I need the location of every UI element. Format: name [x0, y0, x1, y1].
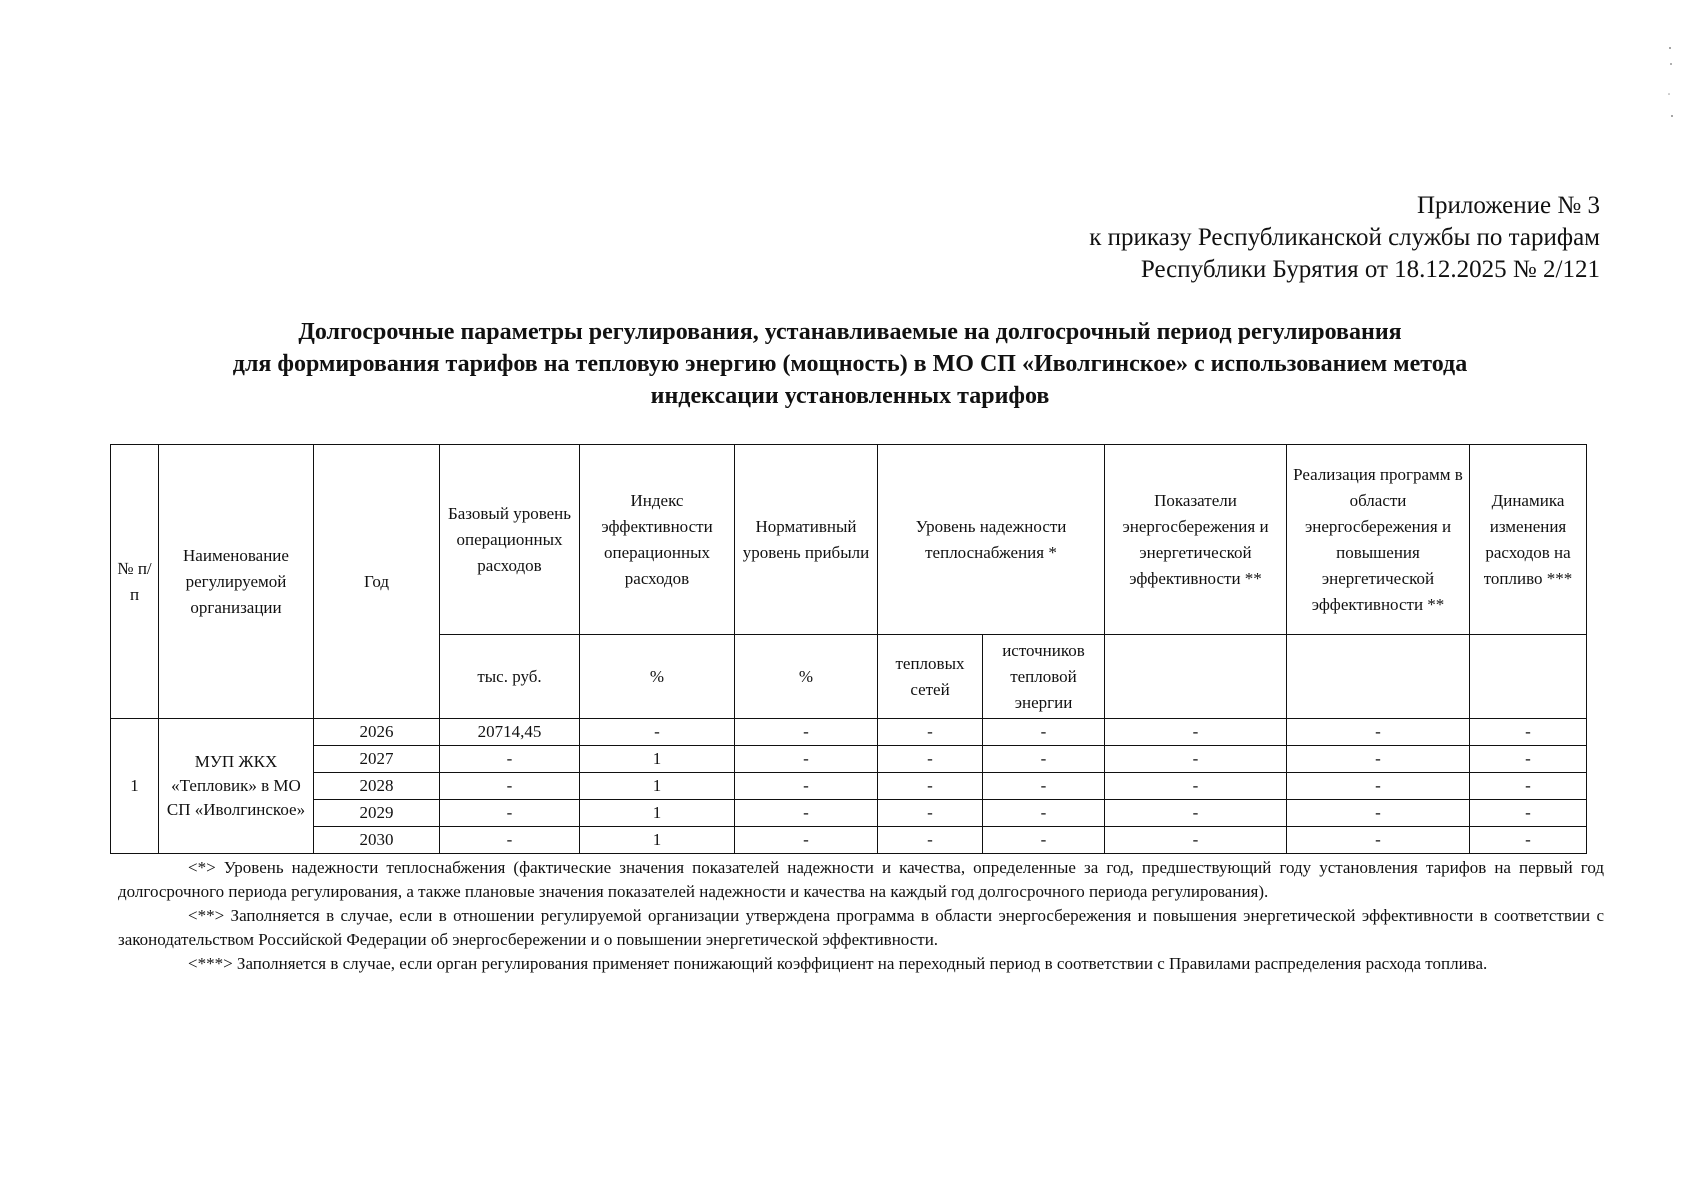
title-line-2: для формирования тарифов на тепловую энергию (мощность) в МО СП «Иволгинское» с использованием метода [232, 351, 1468, 377]
cell-base-costs: 20714,45 [440, 719, 580, 746]
cell-base-costs: - [440, 827, 580, 854]
cell-programs: - [1287, 746, 1470, 773]
footnote-fuel: <***> Заполняется в случае, если орган регулирования применяет понижающий коэффициент на переходный период в соответствии с Правилами распределения расхода топлива. [188, 954, 1488, 973]
header-base-costs: Базовый уровень операционных расходов [440, 445, 580, 635]
table-row [111, 746, 1587, 773]
header-efficiency-index: Индекс эффективности операционных расходов [580, 445, 735, 635]
header-org: Наименование регулируемой организации [159, 445, 314, 719]
appendix-order-date: Республики Бурятия от 18.12.2025 № 2/121 [1140, 256, 1600, 283]
header-num: № п/п [111, 445, 159, 719]
appendix-order-ref: к приказу Республиканской службы по тарифам [1089, 224, 1600, 251]
header-programs: Реализация программ в области энергосбережения и повышения энергетической эффективности ** [1287, 445, 1470, 635]
header-profit-level: Нормативный уровень прибыли [735, 445, 878, 635]
cell-heat-sources: - [983, 800, 1105, 827]
cell-profit-level: - [735, 827, 878, 854]
cell-heat-sources: - [983, 827, 1105, 854]
cell-heat-networks: - [878, 746, 983, 773]
cell-year: 2026 [314, 719, 440, 746]
subheader-heat-sources: источников тепловой энергии [983, 635, 1105, 719]
cell-profit-level: - [735, 719, 878, 746]
cell-profit-level: - [735, 773, 878, 800]
document-title [100, 316, 1600, 412]
cell-energy-indicators: - [1105, 827, 1287, 854]
row-number: 1 [111, 719, 159, 854]
cell-fuel-dynamics: - [1470, 746, 1587, 773]
header-reliability: Уровень надежности теплоснабжения * [878, 445, 1105, 635]
cell-programs: - [1287, 827, 1470, 854]
cell-year: 2028 [314, 773, 440, 800]
cell-efficiency-index: 1 [580, 827, 735, 854]
unit-efficiency-index: % [580, 635, 735, 719]
parameters-table [110, 444, 1587, 854]
cell-base-costs: - [440, 746, 580, 773]
cell-fuel-dynamics: - [1470, 827, 1587, 854]
cell-energy-indicators: - [1105, 746, 1287, 773]
table-row [111, 719, 1587, 746]
cell-efficiency-index: 1 [580, 800, 735, 827]
unit-profit-level: % [735, 635, 878, 719]
cell-programs: - [1287, 773, 1470, 800]
table-header-row [111, 445, 1587, 635]
cell-year: 2027 [314, 746, 440, 773]
cell-heat-sources: - [983, 719, 1105, 746]
subheader-heat-networks: тепловых сетей [878, 635, 983, 719]
cell-fuel-dynamics: - [1470, 719, 1587, 746]
cell-heat-networks: - [878, 800, 983, 827]
appendix-header [1089, 190, 1600, 286]
cell-profit-level: - [735, 800, 878, 827]
table-row [111, 800, 1587, 827]
cell-base-costs: - [440, 800, 580, 827]
cell-programs: - [1287, 719, 1470, 746]
footnotes [118, 856, 1604, 976]
cell-efficiency-index: - [580, 719, 735, 746]
cell-programs: - [1287, 800, 1470, 827]
table-row [111, 773, 1587, 800]
unit-fuel-dynamics [1470, 635, 1587, 719]
cell-fuel-dynamics: - [1470, 800, 1587, 827]
table-row [111, 827, 1587, 854]
cell-profit-level: - [735, 746, 878, 773]
cell-heat-sources: - [983, 773, 1105, 800]
appendix-number: Приложение № 3 [1416, 192, 1600, 219]
cell-efficiency-index: 1 [580, 746, 735, 773]
header-fuel-dynamics: Динамика изменения расходов на топливо *** [1470, 445, 1587, 635]
cell-energy-indicators: - [1105, 773, 1287, 800]
cell-year: 2029 [314, 800, 440, 827]
cell-heat-sources: - [983, 746, 1105, 773]
cell-heat-networks: - [878, 773, 983, 800]
cell-energy-indicators: - [1105, 800, 1287, 827]
cell-fuel-dynamics: - [1470, 773, 1587, 800]
unit-programs [1287, 635, 1470, 719]
organization-name: МУП ЖКХ «Тепловик» в МО СП «Иволгинское» [159, 719, 314, 854]
cell-base-costs: - [440, 773, 580, 800]
footnote-energy-program: <**> Заполняется в случае, если в отношении регулируемой организации утверждена программа в области энергосбережения и повышения энергетической эффективности в соответствии с законодательством Российской Федерации об энергосбережении и о повышении энергетической эффективности. [118, 906, 1604, 949]
unit-base-costs: тыс. руб. [440, 635, 580, 719]
cell-heat-networks: - [878, 827, 983, 854]
cell-year: 2030 [314, 827, 440, 854]
unit-energy-indicators [1105, 635, 1287, 719]
cell-heat-networks: - [878, 719, 983, 746]
header-year: Год [314, 445, 440, 719]
title-line-1: Долгосрочные параметры регулирования, устанавливаемые на долгосрочный период регулирования [298, 319, 1402, 345]
footnote-reliability: <*> Уровень надежности теплоснабжения (фактические значения показателей надежности и качества, определенные за год, предшествующий году установления тарифов на первый год долгосрочного периода регулирования, а также плановые значения показателей надежности и качества на каждый год долгосрочного периода регулирования). [118, 858, 1604, 901]
scan-specks [1662, 44, 1678, 124]
header-energy-indicators: Показатели энергосбережения и энергетической эффективности ** [1105, 445, 1287, 635]
title-line-3: индексации установленных тарифов [650, 383, 1050, 409]
cell-energy-indicators: - [1105, 719, 1287, 746]
cell-efficiency-index: 1 [580, 773, 735, 800]
